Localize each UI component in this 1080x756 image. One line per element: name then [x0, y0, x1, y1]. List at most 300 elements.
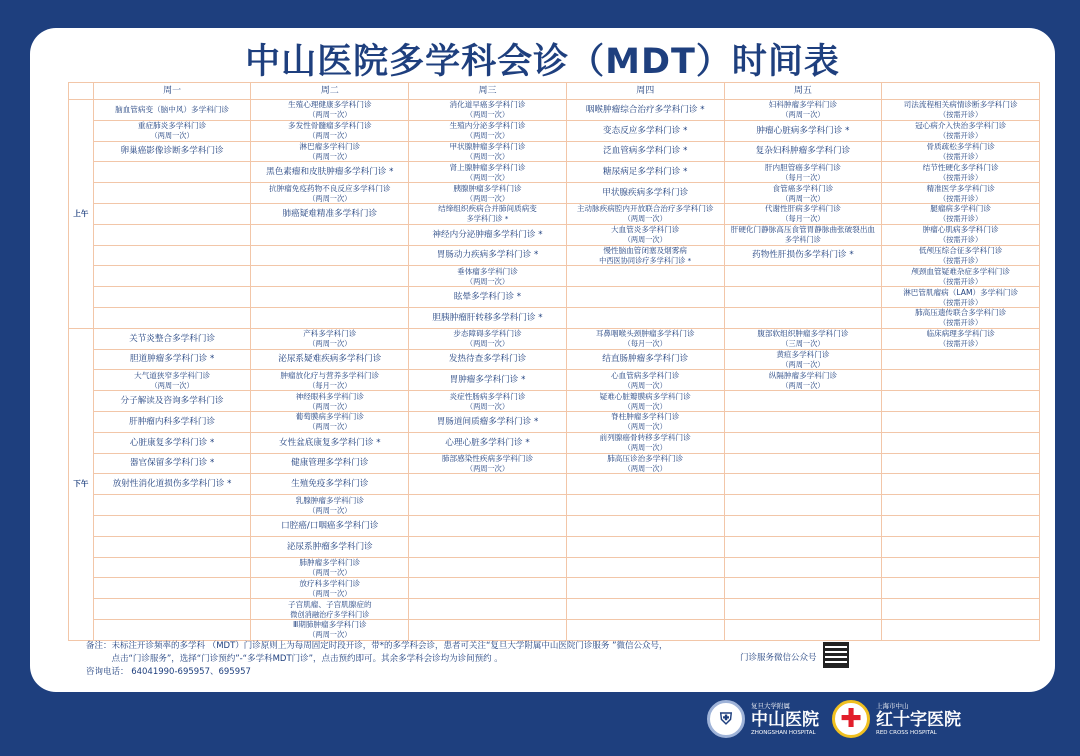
- clinic-name: 生殖内分泌多学科门诊: [449, 121, 526, 131]
- clinic-name: 乳腺肿瘤多学科门诊: [295, 495, 364, 505]
- schedule-cell: [882, 120, 1040, 141]
- schedule-cell: [251, 619, 409, 640]
- schedule-cell: [566, 266, 724, 287]
- clinic-name: 颅颈血管疑难杂症多学科门诊: [911, 266, 1010, 276]
- schedule-cell: [93, 245, 251, 266]
- clinic-frequency: 微创消融治疗多学科门诊: [290, 609, 370, 619]
- clinic-name: 大气道狭窄多学科门诊: [134, 370, 211, 380]
- schedule-cell: [882, 100, 1040, 121]
- clinic-name: 肺高压诊治多学科门诊: [607, 453, 684, 463]
- clinic-frequency: （两周一次）: [623, 401, 667, 411]
- table-row: [69, 495, 1040, 516]
- schedule-cell: [251, 599, 409, 620]
- clinic-name: 变态反应多学科门诊 *: [603, 125, 688, 136]
- schedule-cell: [724, 536, 882, 557]
- schedule-cell: [724, 162, 882, 183]
- clinic-frequency: （两周一次）: [623, 214, 667, 224]
- schedule-cell: [882, 162, 1040, 183]
- schedule-cell: [566, 578, 724, 599]
- schedule-cell: [251, 266, 409, 287]
- period-label: 上午: [69, 100, 94, 329]
- clinic-frequency: （三周一次）: [781, 339, 825, 349]
- schedule-cell: [93, 203, 251, 224]
- notes-line-2: 点击“门诊服务”，选择“门诊预约”-“多学科MDT门诊”，点击预约即可。其余多学科会诊均为诊间预约 。: [86, 654, 503, 664]
- schedule-cell: [724, 141, 882, 162]
- clinic-frequency: （两周一次）: [150, 380, 194, 390]
- table-row: [69, 224, 1040, 245]
- clinic-frequency: （两周一次）: [308, 422, 352, 432]
- clinic-name: 精准医学多学科门诊: [926, 183, 995, 193]
- schedule-cell: [93, 515, 251, 536]
- schedule-cell: [93, 100, 251, 121]
- clinic-name: 肺部感染性疾病多学科门诊: [441, 453, 534, 463]
- clinic-frequency: （两周一次）: [623, 463, 667, 473]
- clinic-frequency: （两周一次）: [308, 151, 352, 161]
- clinic-name: 妇科肿瘤多学科门诊: [768, 100, 838, 110]
- clinic-frequency: （按需开诊）: [939, 193, 983, 203]
- schedule-cell: [724, 557, 882, 578]
- schedule-cell: [724, 183, 882, 204]
- schedule-cell: [566, 599, 724, 620]
- clinic-frequency: （按需开诊）: [939, 131, 983, 141]
- schedule-cell: [409, 619, 567, 640]
- schedule-cell: [251, 183, 409, 204]
- header-wednesday: 周三: [409, 83, 567, 100]
- clinic-name: 分子解读及咨询多学科门诊: [120, 396, 224, 407]
- schedule-cell: [882, 370, 1040, 391]
- clinic-name: 腿瘤病多学科门诊: [930, 204, 991, 214]
- clinic-name: 低颅压综合征多学科门诊: [918, 245, 1003, 255]
- zhongshan-hospital-logo: [707, 700, 819, 738]
- clinic-name: 肿瘤心脏病多学科门诊 *: [756, 125, 850, 136]
- header-ondemand: [882, 83, 1040, 100]
- clinic-name: 肿瘤心肌病多学科门诊: [922, 225, 999, 235]
- clinic-name: 神经眼科多学科门诊: [295, 391, 364, 401]
- clinic-frequency: 中西医协同诊疗多学科门诊 *: [599, 255, 692, 265]
- clinic-frequency: （两周一次）: [465, 463, 510, 473]
- clinic-name: 肝肿瘤内科多学科门诊: [129, 416, 216, 427]
- rc-name: 红十字医院: [876, 709, 961, 730]
- clinic-name: 纵隔肿瘤多学科门诊: [768, 370, 838, 380]
- clinic-name: 胰腺肿瘤多学科门诊: [453, 183, 522, 193]
- schedule-cell: [566, 287, 724, 308]
- schedule-cell: [724, 328, 882, 349]
- red-cross-icon: ✚: [832, 700, 870, 738]
- clinic-name: 重症肺炎多学科门诊: [137, 121, 207, 131]
- schedule-cell: [566, 162, 724, 183]
- clinic-name: 泌尿系疑难疾病多学科门诊: [278, 354, 382, 365]
- schedule-panel: [30, 28, 1055, 692]
- schedule-cell: [251, 328, 409, 349]
- clinic-frequency: （两周一次）: [623, 380, 667, 390]
- clinic-name: 肺肿瘤多学科门诊: [299, 557, 361, 567]
- clinic-name: 女性盆底康复多学科门诊 *: [279, 437, 381, 448]
- schedule-cell: [566, 328, 724, 349]
- clinic-name: 眩晕多学科门诊 *: [453, 292, 522, 303]
- schedule-cell: [882, 391, 1040, 412]
- schedule-cell: [566, 120, 724, 141]
- clinic-name: 黄疸多学科门诊: [776, 349, 830, 359]
- clinic-name: 胆胰肿瘤肝转移多学科门诊 *: [432, 312, 543, 323]
- schedule-cell: [882, 266, 1040, 287]
- schedule-cell: [724, 224, 882, 245]
- schedule-cell: [724, 391, 882, 412]
- schedule-cell: [566, 495, 724, 516]
- clinic-name: 主动脉疾病腔内开放联合治疗多学科门诊: [576, 204, 714, 214]
- clinic-frequency: （两周一次）: [465, 131, 510, 141]
- schedule-cell: [409, 474, 567, 495]
- clinic-frequency: （两周一次）: [781, 380, 825, 390]
- schedule-cell: [251, 536, 409, 557]
- header-monday: 周一: [93, 83, 251, 100]
- clinic-name: 胃肠动力疾病多学科门诊 *: [436, 250, 539, 261]
- zs-name: 中山医院: [751, 709, 819, 730]
- clinic-frequency: （两周一次）: [465, 339, 510, 349]
- schedule-cell: [251, 432, 409, 453]
- notes-block: [86, 640, 846, 679]
- schedule-cell: [409, 515, 567, 536]
- table-row: [69, 266, 1040, 287]
- schedule-cell: [93, 120, 251, 141]
- schedule-cell: [93, 599, 251, 620]
- clinic-name: 代谢性肝病多学科门诊: [764, 204, 841, 214]
- clinic-frequency: （两周一次）: [623, 235, 667, 245]
- clinic-name: 肺高压遗传联合多学科门诊: [915, 308, 1007, 318]
- schedule-cell: [724, 266, 882, 287]
- schedule-cell: [409, 557, 567, 578]
- table-row: [69, 536, 1040, 557]
- red-cross-hospital-logo: [832, 700, 961, 738]
- schedule-cell: [724, 515, 882, 536]
- clinic-frequency: （两周一次）: [308, 588, 352, 598]
- clinic-name: 胆道肿瘤多学科门诊 *: [129, 354, 215, 365]
- schedule-cell: [724, 578, 882, 599]
- clinic-name: 结缔组织疾病合并肺间质病变: [438, 204, 537, 214]
- clinic-name: 药物性肝损伤多学科门诊 *: [752, 250, 854, 261]
- clinic-frequency: （按需开诊）: [939, 214, 983, 224]
- schedule-cell: [93, 432, 251, 453]
- schedule-cell: [251, 162, 409, 183]
- clinic-frequency: 多学科门诊: [784, 235, 821, 245]
- clinic-frequency: （两周一次）: [308, 567, 352, 577]
- schedule-cell: [251, 141, 409, 162]
- schedule-cell: [882, 141, 1040, 162]
- schedule-cell: [251, 287, 409, 308]
- schedule-cell: [882, 432, 1040, 453]
- header-tuesday: 周二: [251, 83, 409, 100]
- wechat-label: 门诊服务微信公众号: [740, 653, 817, 663]
- schedule-cell: [882, 619, 1040, 640]
- schedule-cell: [409, 120, 567, 141]
- schedule-cell: [409, 245, 567, 266]
- zs-affiliation: 复旦大学附属: [751, 701, 790, 710]
- clinic-frequency: （两周一次）: [781, 359, 825, 369]
- clinic-name: 甲状腺肿瘤多学科门诊: [449, 141, 526, 151]
- clinic-frequency: （两周一次）: [308, 401, 352, 411]
- table-row: [69, 162, 1040, 183]
- clinic-name: 脊柱肿瘤多学科门诊: [611, 412, 680, 422]
- table-row: [69, 100, 1040, 121]
- schedule-cell: [566, 370, 724, 391]
- schedule-cell: [409, 287, 567, 308]
- schedule-cell: [566, 391, 724, 412]
- clinic-name: 生殖免疫多学科门诊: [291, 479, 369, 490]
- clinic-name: 临床病理多学科门诊: [926, 329, 995, 339]
- schedule-cell: [93, 328, 251, 349]
- table-row: [69, 203, 1040, 224]
- schedule-cell: [409, 411, 567, 432]
- schedule-cell: [724, 120, 882, 141]
- schedule-cell: [251, 349, 409, 370]
- table-row: [69, 599, 1040, 620]
- clinic-name: 肝硬化门静脉高压食管胃静脉曲张破裂出血: [730, 225, 876, 235]
- schedule-cell: [409, 162, 567, 183]
- schedule-cell: [93, 162, 251, 183]
- schedule-cell: [724, 453, 882, 474]
- schedule-cell: [93, 557, 251, 578]
- table-row: [69, 328, 1040, 349]
- schedule-cell: [882, 203, 1040, 224]
- schedule-cell: [882, 411, 1040, 432]
- schedule-cell: [882, 453, 1040, 474]
- clinic-name: 心理心脏多学科门诊 *: [445, 437, 530, 448]
- schedule-cell: [566, 203, 724, 224]
- schedule-cell: [566, 453, 724, 474]
- clinic-frequency: （每月一次）: [623, 339, 667, 349]
- table-row: [69, 370, 1040, 391]
- table-row: [69, 411, 1040, 432]
- clinic-frequency: （两周一次）: [465, 276, 510, 286]
- table-row: [69, 120, 1040, 141]
- clinic-name: 产科多学科门诊: [303, 329, 357, 339]
- schedule-cell: [882, 536, 1040, 557]
- clinic-name: 多发性骨髓瘤多学科门诊: [288, 121, 372, 131]
- schedule-cell: [251, 557, 409, 578]
- schedule-cell: [93, 266, 251, 287]
- clinic-name: 耳鼻咽喉头颈肿瘤多学科门诊: [595, 329, 695, 339]
- schedule-cell: [566, 619, 724, 640]
- clinic-frequency: （按需开诊）: [939, 110, 983, 120]
- clinic-name: 放疗科多学科门诊: [299, 578, 361, 588]
- clinic-name: 淋巴瘤多学科门诊: [299, 141, 361, 151]
- schedule-cell: [882, 474, 1040, 495]
- clinic-frequency: （两周一次）: [623, 443, 667, 453]
- schedule-cell: [409, 100, 567, 121]
- schedule-cell: [251, 120, 409, 141]
- clinic-name: 泛血管病多学科门诊 *: [603, 146, 688, 157]
- schedule-cell: [882, 599, 1040, 620]
- schedule-cell: [882, 495, 1040, 516]
- schedule-cell: [251, 307, 409, 328]
- afternoon-section: [69, 328, 1040, 640]
- table-row: [69, 307, 1040, 328]
- clinic-name: 大血管炎多学科门诊: [611, 225, 680, 235]
- schedule-cell: [566, 307, 724, 328]
- schedule-cell: [566, 536, 724, 557]
- schedule-cell: [882, 578, 1040, 599]
- table-row: [69, 432, 1040, 453]
- schedule-cell: [251, 245, 409, 266]
- clinic-name: 咽喉肿瘤综合治疗多学科门诊 *: [585, 104, 705, 115]
- schedule-cell: [409, 432, 567, 453]
- clinic-name: 卵巢癌影像诊断多学科门诊: [120, 146, 224, 157]
- clinic-frequency: （按需开诊）: [939, 235, 983, 245]
- schedule-cell: [251, 578, 409, 599]
- page-title: 中山医院多学科会诊（MDT）时间表: [245, 42, 840, 82]
- mdt-schedule-table: [68, 82, 1040, 641]
- schedule-cell: [251, 411, 409, 432]
- clinic-frequency: （两周一次）: [308, 131, 352, 141]
- table-row: [69, 619, 1040, 640]
- schedule-cell: [93, 224, 251, 245]
- notes-line-1: 备注：未标注开诊频率的多学科 （MDT）门诊原则上为每周固定时段开诊，带*的多学科会诊，患者可关注“复旦大学附属中山医院门诊服务 ”微信公众号，: [86, 641, 668, 651]
- clinic-name: 疑难心脏瓣膜病多学科门诊: [599, 391, 691, 401]
- clinic-name: 关节炎整合多学科门诊: [129, 333, 216, 344]
- table-row: [69, 391, 1040, 412]
- clinic-frequency: （两周一次）: [308, 110, 352, 120]
- schedule-cell: [566, 432, 724, 453]
- schedule-cell: [409, 141, 567, 162]
- table-row: [69, 557, 1040, 578]
- schedule-cell: [566, 245, 724, 266]
- clinic-name: 胃肠道间质瘤多学科门诊 *: [436, 416, 539, 427]
- schedule-cell: [409, 349, 567, 370]
- schedule-cell: [566, 411, 724, 432]
- rc-affiliation: 上海市中山: [876, 701, 909, 710]
- clinic-name: 复杂妇科肿瘤多学科门诊: [755, 146, 851, 157]
- schedule-cell: [409, 599, 567, 620]
- schedule-cell: [409, 183, 567, 204]
- schedule-cell: [93, 287, 251, 308]
- clinic-name: Ⅲ期肺肿瘤多学科门诊: [292, 620, 367, 630]
- schedule-cell: [409, 453, 567, 474]
- clinic-name: 前列腺癌骨转移多学科门诊: [599, 433, 691, 443]
- clinic-name: 甲状腺疾病多学科门诊: [602, 188, 689, 199]
- rc-english: RED CROSS HOSPITAL: [876, 729, 937, 736]
- schedule-cell: [251, 453, 409, 474]
- clinic-name: 心血管病多学科门诊: [611, 370, 680, 380]
- header-thursday: 周四: [566, 83, 724, 100]
- schedule-cell: [882, 557, 1040, 578]
- table-row: [69, 349, 1040, 370]
- clinic-frequency: （每月一次）: [308, 380, 352, 390]
- clinic-name: 生殖心理健康多学科门诊: [288, 100, 372, 110]
- qr-code-icon[interactable]: [823, 642, 849, 668]
- clinic-name: 放射性消化道损伤多学科门诊 *: [112, 479, 232, 490]
- schedule-cell: [409, 203, 567, 224]
- schedule-cell: [93, 495, 251, 516]
- schedule-cell: [566, 224, 724, 245]
- contact-phone: 咨询电话： 64041990-695957、695957: [86, 667, 251, 677]
- clinic-name: 抗肿瘤免疫药物不良反应多学科门诊: [269, 183, 391, 193]
- schedule-cell: [251, 370, 409, 391]
- schedule-cell: [251, 495, 409, 516]
- schedule-cell: [93, 474, 251, 495]
- schedule-cell: [566, 557, 724, 578]
- table-row: [69, 287, 1040, 308]
- shield-icon: ⛨: [707, 700, 745, 738]
- header-corner: [69, 83, 94, 100]
- schedule-cell: [882, 245, 1040, 266]
- schedule-cell: [93, 307, 251, 328]
- clinic-name: 胃肿瘤多学科门诊 *: [449, 375, 526, 386]
- schedule-cell: [93, 619, 251, 640]
- schedule-cell: [724, 307, 882, 328]
- clinic-name: 消化道早癌多学科门诊: [449, 100, 526, 110]
- schedule-cell: [724, 349, 882, 370]
- schedule-cell: [93, 411, 251, 432]
- schedule-cell: [409, 266, 567, 287]
- clinic-frequency: （两周一次）: [308, 193, 352, 203]
- schedule-cell: [409, 224, 567, 245]
- schedule-cell: [93, 141, 251, 162]
- schedule-cell: [409, 578, 567, 599]
- clinic-frequency: （按需开诊）: [939, 297, 983, 307]
- schedule-cell: [93, 391, 251, 412]
- clinic-frequency: （两周一次）: [465, 172, 510, 182]
- clinic-frequency: （每月一次）: [781, 214, 825, 224]
- schedule-cell: [251, 224, 409, 245]
- schedule-cell: [409, 307, 567, 328]
- clinic-name: 子宫肌瘤、子宫肌腺症的: [288, 599, 372, 609]
- clinic-frequency: （两周一次）: [308, 339, 352, 349]
- schedule-cell: [409, 370, 567, 391]
- schedule-cell: [882, 515, 1040, 536]
- clinic-name: 司法流程相关病情诊断多学科门诊: [903, 100, 1018, 110]
- schedule-cell: [409, 328, 567, 349]
- clinic-frequency: （两周一次）: [465, 151, 510, 161]
- clinic-name: 糖尿病足多学科门诊 *: [603, 167, 688, 178]
- clinic-name: 淋巴管肌瘤病（LAM）多学科门诊: [903, 287, 1019, 297]
- clinic-name: 结节性硬化多学科门诊: [922, 162, 999, 172]
- clinic-name: 泌尿系肿瘤多学科门诊: [286, 541, 373, 552]
- clinic-name: 腹部软组织肿瘤多学科门诊: [757, 329, 849, 339]
- schedule-cell: [724, 245, 882, 266]
- clinic-frequency: （两周一次）: [308, 505, 352, 515]
- clinic-name: 炎症性肠病多学科门诊: [449, 391, 526, 401]
- schedule-cell: [566, 100, 724, 121]
- table-row: [69, 515, 1040, 536]
- clinic-frequency: （每月一次）: [781, 172, 825, 182]
- header-friday: 周五: [724, 83, 882, 100]
- clinic-name: 黑色素瘤和皮肤肿瘤多学科门诊 *: [266, 167, 394, 178]
- clinic-name: 健康管理多学科门诊: [291, 458, 369, 469]
- clinic-name: 冠心病介入快治多学科门诊: [915, 121, 1007, 131]
- clinic-frequency: （按需开诊）: [939, 276, 983, 286]
- clinic-frequency: （按需开诊）: [939, 339, 983, 349]
- clinic-name: 肿瘤放化疗与营养多学科门诊: [280, 370, 380, 380]
- clinic-name: 结直肠肿瘤多学科门诊: [602, 354, 689, 365]
- clinic-name: 肾上腺肿瘤多学科门诊: [449, 162, 526, 172]
- clinic-frequency: （两周一次）: [150, 131, 194, 141]
- table-row: [69, 245, 1040, 266]
- period-label: 下午: [69, 328, 94, 640]
- table-row: [69, 183, 1040, 204]
- clinic-name: 肺癌疑难精准多学科门诊: [282, 208, 378, 219]
- schedule-cell: [251, 474, 409, 495]
- clinic-frequency: （两周一次）: [781, 110, 825, 120]
- schedule-cell: [409, 495, 567, 516]
- schedule-cell: [724, 100, 882, 121]
- clinic-name: 慢性脑血管闭塞及烟雾病: [603, 245, 687, 255]
- clinic-frequency: （按需开诊）: [939, 151, 983, 161]
- schedule-cell: [251, 203, 409, 224]
- schedule-cell: [566, 183, 724, 204]
- clinic-name: 骨质疏松多学科门诊: [926, 141, 995, 151]
- clinic-name: 食管癌多学科门诊: [772, 183, 834, 193]
- schedule-cell: [409, 536, 567, 557]
- schedule-cell: [882, 183, 1040, 204]
